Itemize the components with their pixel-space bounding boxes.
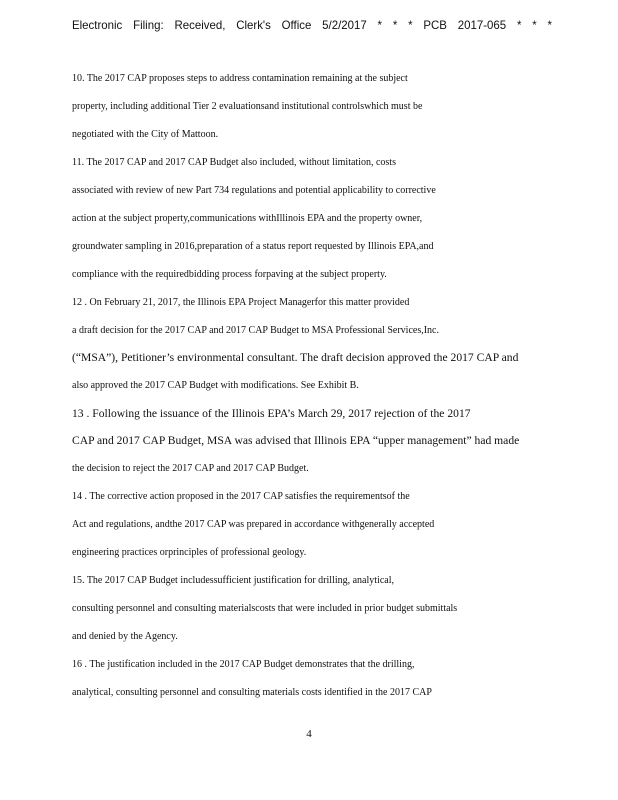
paragraph-12-line: a draft decision for the 2017 CAP and 2017 CAP Budget to MSA Professional Services,Inc. [72, 325, 439, 336]
paragraph-12-line: 12 . On February 21, 2017, the Illinois EPA Project Managerfor this matter provided [72, 297, 410, 308]
paragraph-14-line: 14 . The corrective action proposed in the 2017 CAP satisfies the requirementsof the [72, 491, 410, 502]
paragraph-12-line: also approved the 2017 CAP Budget with modifications. See Exhibit B. [72, 380, 359, 391]
paragraph-11-line: associated with review of new Part 734 regulations and potential applicability to corrective [72, 185, 436, 196]
paragraph-11-line: groundwater sampling in 2016,preparation of a status report requested by Illinois EPA,and [72, 241, 434, 252]
paragraph-13-line: CAP and 2017 CAP Budget, MSA was advised that Illinois EPA “upper management” had made [72, 434, 520, 447]
paragraph-15-line: 15. The 2017 CAP Budget includessufficient justification for drilling, analytical, [72, 575, 394, 586]
paragraph-16-line: analytical, consulting personnel and consulting materials costs identified in the 2017 CAP [72, 687, 432, 698]
paragraph-16-line: 16 . The justification included in the 2017 CAP Budget demonstrates that the drilling, [72, 659, 415, 670]
paragraph-14-line: Act and regulations, andthe 2017 CAP was prepared in accordance withgenerally accepted [72, 519, 435, 530]
paragraph-11-line: action at the subject property,communications withIllinois EPA and the property owner, [72, 213, 423, 224]
paragraph-13-line: 13 . Following the issuance of the Illinois EPA’s March 29, 2017 rejection of the 2017 [72, 407, 471, 420]
paragraph-14-line: engineering practices orprinciples of professional geology. [72, 547, 307, 558]
paragraph-15-line: and denied by the Agency. [72, 631, 178, 642]
paragraph-15-line: consulting personnel and consulting materialscosts that were included in prior budget submittals [72, 603, 458, 614]
page-number: 4 [306, 728, 312, 740]
paragraph-11-line: 11. The 2017 CAP and 2017 CAP Budget also included, without limitation, costs [72, 157, 396, 168]
paragraph-11-line: compliance with the requiredbidding process forpaving at the subject property. [72, 269, 387, 280]
paragraph-10-line: negotiated with the City of Mattoon. [72, 129, 219, 140]
paragraph-10-line: property, including additional Tier 2 evaluationsand institutional controlswhich must be [72, 101, 423, 112]
paragraph-12-line: (“MSA”), Petitioner’s environmental consultant. The draft decision approved the 2017 CAP and [72, 351, 519, 364]
paragraph-13-line: the decision to reject the 2017 CAP and 2017 CAP Budget. [72, 463, 309, 474]
paragraph-10-line: 10. The 2017 CAP proposes steps to address contamination remaining at the subject [72, 73, 408, 84]
filing-header: Electronic Filing: Received, Clerk's Office 5/2/2017 * * * PCB 2017-065 * * * [72, 18, 552, 32]
